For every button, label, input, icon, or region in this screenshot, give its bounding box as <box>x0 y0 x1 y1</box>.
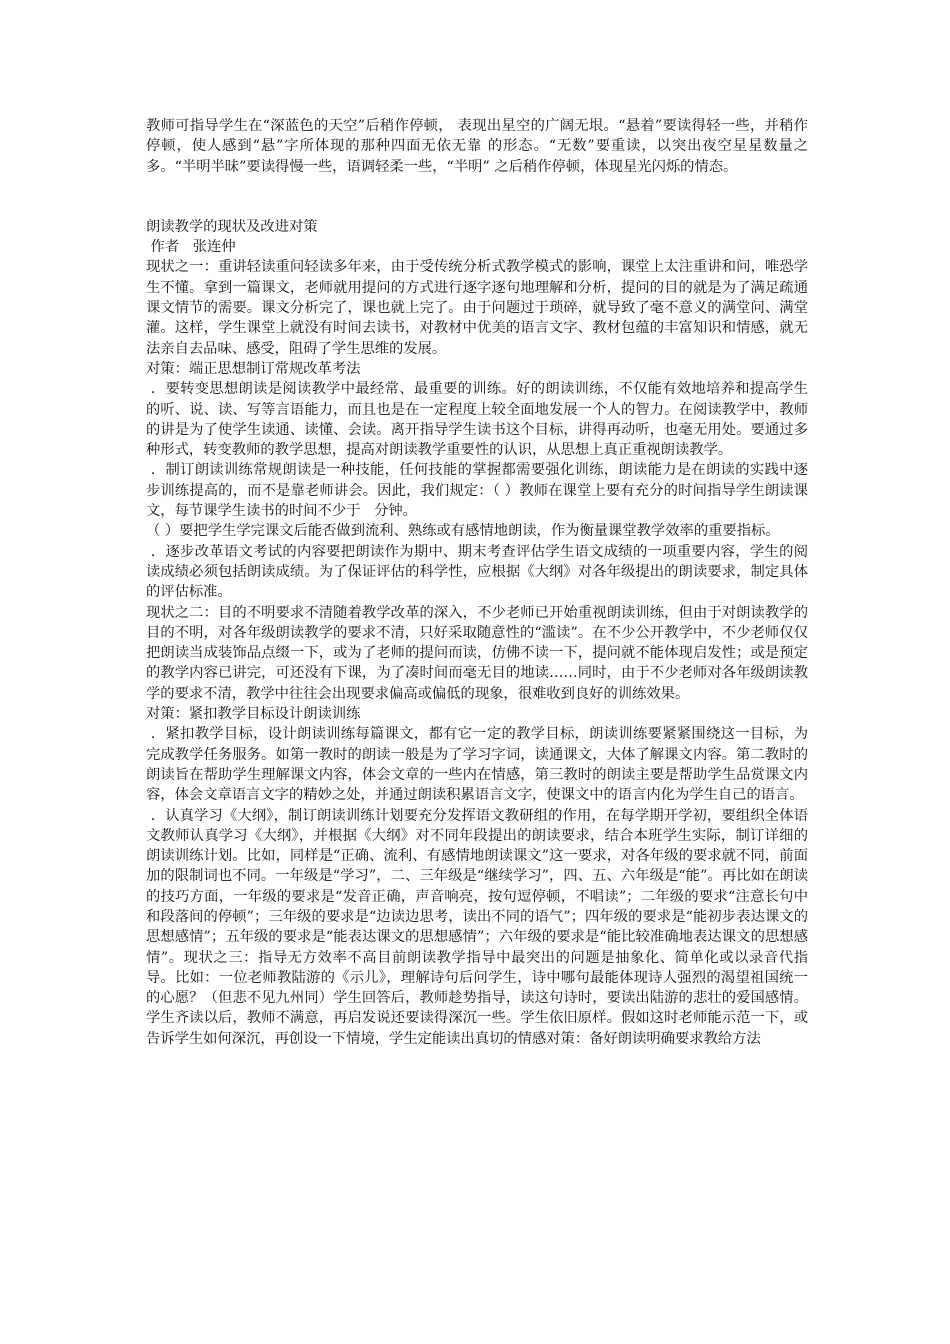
paragraph-teaching-goals: ．紧扣教学目标，设计朗读训练每篇课文，都有它一定的教学目标，朗读训练要紧紧围绕这一目标，为完成教学任务服务。如第一教时的朗读一般是为了学习字词，读通课文，大体了解课文内容。第二教时的朗读旨在帮助学生理解课文内容，体会文章的一些内在情感，第三教时的朗读主要是帮助学生品赏课文内容，体会文章语言文字的精妙之处，并通过朗读积累语言文字，使课文中的语言内化为学生自己的语言。 <box>146 726 808 804</box>
paragraph-status-1: 现状之一：重讲轻读重问轻读多年来，由于受传统分析式教学模式的影响，课堂上太注重讲和问，唯恐学生不懂。拿到一篇课文，老师就用提问的方式进行逐字逐句地理解和分析，提问的目的就是为了满足疏通课文情节的需要。课文分析完了，课也就上完了。由于问题过于琐碎，就导致了毫不意义的满堂问、满堂灌。这样，学生课堂上就没有时间去读书，对教材中优美的语言文字、教材包蕴的丰富知识和情感，就无法亲自去品味、感受，阻碍了学生思维的发展。 <box>146 259 808 357</box>
article-title: 朗读教学的现状及改进对策 <box>146 218 318 235</box>
paragraph-reading-rules: ．制订朗读训练常规朗读是一种技能，任何技能的掌握都需要强化训练，朗读能力是在朗读的实践中逐步训练提高的，而不是靠老师讲会。因此，我们规定：（ ）教师在课堂上要有充分的时间指导学生朗读课文，每节课学生读书的时间不少于 分钟。 <box>146 462 808 520</box>
article-author: 作者 张连仲 <box>146 239 236 256</box>
paragraph-rule-2: （ ）要把学生学完课文后能否做到流利、熟练或有感情地朗读，作为衡量课堂教学效率的重要指标。 <box>146 523 780 540</box>
intro-paragraph: 教师可指导学生在“深蓝色的天空”后稍作停顿， 表现出星空的广阔无垠。“悬着”要读得轻一些，并稍作停顿，使人感到“悬”字所体现的那种四面无依无靠 的形态。“无数”要重读，以突出夜空星星数量之多。“半明半昧”要读得慢一些，语调轻柔一些，“半明” 之后稍作停顿，体现星光闪烁的情态。 <box>146 118 808 175</box>
paragraph-change-thinking: ．要转变思想朗读是阅读教学中最经常、最重要的训练。好的朗读训练，不仅能有效地培养和提高学生的听、说、读、写等言语能力，而且也是在一定程度上较全面地发展一个人的智力。在阅读教学中，教师的讲是为了使学生读通、读懂、会读。离开指导学生读书这个目标，讲得再动听，也毫无用处。要通过多种形式，转变教师的教学思想，提高对朗读教学重要性的认识，从思想上真正重视朗读教学。 <box>146 381 808 459</box>
heading-strategy-1: 对策：端正思想制订常规改革考法 <box>146 360 361 377</box>
paragraph-syllabus-study: ．认真学习《大纲》，制订朗读训练计划要充分发挥语文教研组的作用，在每学期开学初，要组织全体语文教师认真学习《大纲》，并根据《大纲》对不同年段提出的朗读要求，结合本班学生实际，制订详细的朗读训练计划。比如，同样是“正确、流利、有感情地朗读课文”这一要求，对各年级的要求就不同，前面加的限制词也不同。一年级是“学习”，二、三年级是“继续学习”，四、五、六年级是“能”。再比如在朗读的技巧方面，一年级的要求是“发音正确，声音响亮，按句逗停顿，不唱读”；二年级的要求“注意长句中和段落间的停顿”；三年级的要求是“边读边思考，读出不同的语气”；四年级的要求是“能初步表达课文的思想感情”；五年级的要求是“能表达课文的思想感情”；六年级的要求是“能比较准确地表达课文的思想感情”。现状之三：指导无方效率不高目前朗读教学指导中最突出的问题是抽象化、简单化或以录音代指导。比如：一位老师教陆游的《示儿》，理解诗句后问学生，诗中哪句最能体现诗人强烈的渴望祖国统一的心愿？（但悲不见九州同）学生回答后，教师趁势指导，读这句诗时，要读出陆游的悲壮的爱国感情。学生齐读以后，教师不满意，再启发说还要读得深沉一些。学生依旧原样。假如这时老师能示范一下，或告诉学生如何深沉，再创设一下情境，学生定能读出真切的情感对策：备好朗读明确要求教给方法 <box>146 807 808 1047</box>
heading-strategy-2: 对策：紧扣教学目标设计朗读训练 <box>146 706 361 723</box>
document-page <box>146 116 808 1049</box>
paragraph-exam-reform: ．逐步改革语文考试的内容要把朗读作为期中、期末考查评估学生语文成绩的一项重要内容，学生的阅读成绩必须包括朗读成绩。为了保证评估的科学性，应根据《大纲》对各年级提出的朗读要求，制定具体的评估标准。 <box>146 543 808 601</box>
section-gap <box>146 177 808 217</box>
paragraph-status-2: 现状之二：目的不明要求不清随着教学改革的深入，不少老师已开始重视朗读训练，但由于对朗读教学的目的不明，对各年级朗读教学的要求不清，只好采取随意性的“滥读”。在不少公开教学中，不少老师仅仅把朗读当成装饰品点缀一下，或为了老师的提问而读，仿佛不读一下，提问就不能体现启发性；或是预定的教学内容已讲完，可还没有下课，为了凑时间而毫无目的地读……同时，由于不少老师对各年级朗读教学的要求不清，教学中往往会出现要求偏高或偏低的现象，很难收到良好的训练效果。 <box>146 604 808 702</box>
